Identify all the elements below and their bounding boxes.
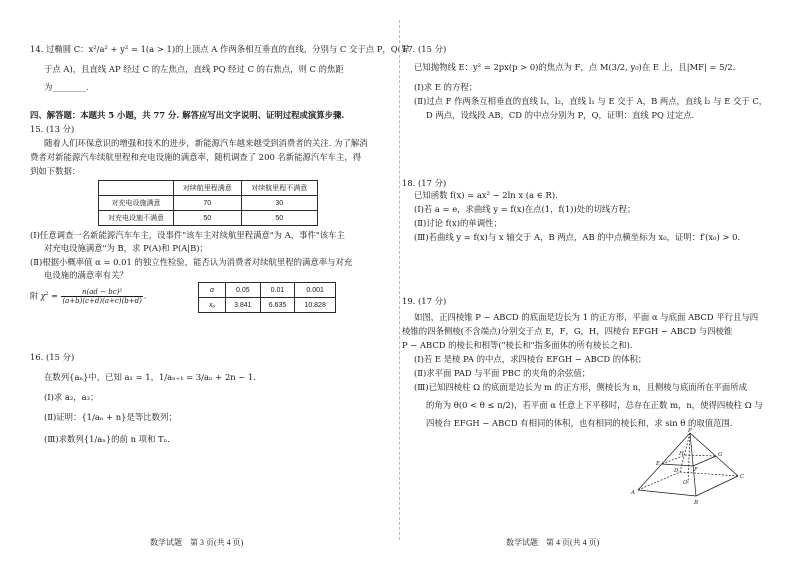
q18-part3: (Ⅲ)若曲线 y = f(x)与 x 轴交于 A，B 两点，AB 的中点横坐标为 x₀，证明：f′(x₀) > 0. — [414, 232, 741, 242]
table-header-cell: 对续航里程不满意 — [241, 181, 317, 196]
table-cell: 0.01 — [260, 283, 295, 298]
label-O: O — [683, 480, 688, 486]
label-P: P — [688, 428, 692, 434]
label-D: D — [674, 468, 679, 474]
q15-p1: 随着人们环保意识的增强和技术的进步，新能源汽车越来越受到消费者的关注. 为了解消 — [44, 138, 368, 148]
alpha-label: α — [199, 283, 226, 298]
table-cell: 50 — [241, 211, 317, 226]
edge-AD — [638, 472, 680, 490]
q15-part2-b: 电设施的满意率有关？ — [44, 270, 128, 280]
q18-part1: (Ⅰ)若 a = e，求曲线 y = f(x)在点(1，f(1))处的切线方程； — [414, 204, 636, 214]
q16-stem: 在数列{aₙ}中，已知 a₁ = 1，1/aₙ₊₁ = 3/aₙ + 2n − 1. — [44, 372, 257, 382]
q15-survey-table — [98, 180, 318, 226]
q16-part3: (Ⅲ)求数列{1/aₙ}的前 n 项和 Tₙ. — [44, 434, 170, 444]
table-cell: 50 — [174, 211, 242, 226]
q16-title: 16. (15 分) — [30, 352, 75, 362]
q19-p3: P − ABCD 的棱长和相等("棱长和"指多面体的所有棱长之和). — [402, 340, 633, 350]
table-header-row — [99, 181, 318, 196]
q14-line1: 14. 过椭圆 C：x²/a² + y² = 1(a > 1)的上顶点 A 作两条相互垂直的直线，分别与 C 交于点 P，Q(异 — [30, 44, 410, 54]
table-cell: 对充电设施不满意 — [99, 211, 174, 226]
q16-part2: (Ⅱ)证明：{1/aₙ + n}是等比数列； — [44, 412, 177, 422]
label-F: F — [694, 467, 698, 473]
q17-title: 17. (15 分) — [402, 44, 447, 54]
edge-PB — [690, 433, 696, 496]
q19-part3-a: (Ⅲ)已知四棱柱 Ω 的底面是边长为 m 的正方形，侧棱长为 n，且侧棱与底面所在平面所成 — [414, 382, 747, 392]
table-header-cell: 对续航里程满意 — [174, 181, 242, 196]
q19-part3-b: 的角为 θ(0 < θ ≤ π/2)，若平面 α 任意上下平移时，总存在正数 m，n，使得四棱柱 Ω 与 — [426, 400, 763, 410]
q19-p1: 如图，正四棱锥 P − ABCD 的底面是边长为 1 的正方形，平面 α 与底面 ABCD 平行且与四 — [414, 312, 759, 322]
q18-part2: (Ⅱ)讨论 f(x)的单调性； — [414, 218, 502, 228]
table-header-cell — [99, 181, 174, 196]
chi-square-formula: 附 $\chi^2$ = $\frac{\text{n(ad − bc)²}}{(a+b)(c+d)(a+c)(b+d)}$ . — [30, 288, 147, 305]
label-H: H — [679, 451, 684, 457]
q19-part1: (Ⅰ)若 E 是棱 PA 的中点，求四棱台 EFGH − ABCD 的体积； — [414, 354, 647, 364]
q19-title: 19. (17 分) — [402, 296, 447, 306]
edge-HG — [685, 455, 716, 456]
page-4-footer: 数学试题 第 4 页(共 4 页) — [506, 538, 600, 547]
q17-stem: 已知抛物线 E：y² = 2px(p > 0)的焦点为 F，点 M(3/2, y₀)在 E 上，且|MF| = 5/2. — [414, 62, 736, 72]
table-row — [199, 298, 336, 313]
q15-p2: 费者对新能源汽车续航里程和充电设施的满意率，随机调查了 200 名新能源汽车车主，得 — [30, 152, 362, 162]
table-row — [99, 211, 318, 226]
q19-part3-c: 四棱台 EFGH − ABCD 有相同的体积，也有相同的棱长和，求 sin θ 的取值范围. — [426, 418, 733, 428]
table-cell: 10.828 — [295, 298, 336, 313]
label-A: A — [631, 490, 635, 496]
q14-line3: 为________. — [44, 82, 89, 92]
x-alpha-label: xₐ — [199, 298, 226, 313]
q17-part1: (Ⅰ)求 E 的方程； — [414, 82, 478, 92]
critical-value-table — [198, 282, 336, 313]
q17-part2-b: D 两点，设线段 AB，CD 的中点分别为 P，Q，证明：直线 PQ 过定点. — [426, 110, 695, 120]
table-cell: 对充电设施满意 — [99, 196, 174, 211]
pyramid-figure — [628, 428, 748, 506]
section-header: 四、解答题：本题共 5 小题，共 77 分. 解答应写出文字说明、证明过程或演算步骤. — [30, 110, 345, 120]
q15-p3: 到如下数据： — [30, 166, 81, 176]
table-cell: 0.001 — [295, 283, 336, 298]
table-cell: 0.05 — [226, 283, 261, 298]
label-G: G — [718, 452, 723, 458]
q15-part1-a: (Ⅰ)任意调查一名新能源汽车车主，设事件"该车主对续航里程满意"为 A，事件"该车主 — [30, 230, 345, 240]
label-E: E — [656, 461, 661, 467]
table-cell: 70 — [174, 196, 242, 211]
page-3-footer: 数学试题 第 3 页(共 4 页) — [150, 538, 244, 547]
q16-part1: (Ⅰ)求 a₂，a₃； — [44, 392, 99, 402]
q19-p2: 棱锥的四条侧棱(不含端点)分别交于点 E，F，G，H，四棱台 EFGH − ABCD 与四棱锥 — [402, 326, 733, 336]
page-4 — [400, 0, 800, 579]
q18-stem: 已知函数 f(x) = ax² − 2ln x (a ∈ R). — [414, 190, 558, 200]
table-row — [99, 196, 318, 211]
edge-AB — [638, 490, 696, 496]
label-B: B — [694, 500, 699, 506]
q18-title: 18. (17 分) — [402, 178, 447, 188]
q19-part2: (Ⅱ)求平面 PAD 与平面 PBC 的夹角的余弦值； — [414, 368, 591, 378]
edge-BC — [696, 476, 738, 496]
q17-part2-a: (Ⅱ)过点 F 作两条互相垂直的直线 l₁，l₂，直线 l₁ 与 E 交于 A，B 两点，直线 l₂ 与 E 交于 C， — [414, 96, 768, 106]
table-cell: 3.841 — [226, 298, 261, 313]
table-cell: 30 — [241, 196, 317, 211]
table-row — [199, 283, 336, 298]
q15-part1-b: 对充电设施满意"为 B，求 P(A)和 P(A|B)； — [44, 243, 208, 253]
q14-line2: 于点 A)，且直线 AP 经过 C 的左焦点，直线 PQ 经过 C 的右焦点，则 C 的焦距 — [44, 64, 344, 74]
edge-FG — [693, 456, 716, 466]
label-C: C — [740, 474, 745, 480]
q15-title: 15. (13 分) — [30, 124, 75, 134]
q15-part2-a: (Ⅱ)根据小概率值 α = 0.01 的独立性检验，能否认为消费者对续航里程的满意率与对充 — [30, 257, 353, 267]
table-cell: 6.635 — [260, 298, 295, 313]
